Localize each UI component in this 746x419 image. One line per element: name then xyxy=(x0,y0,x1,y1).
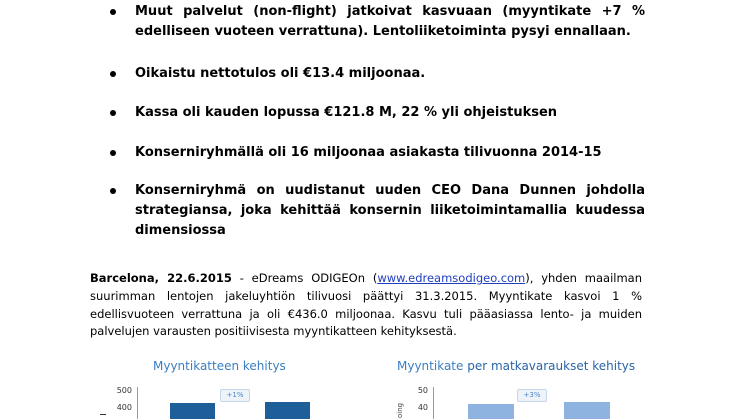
chart-2-ylabel: oing xyxy=(396,402,404,418)
chart-2-growth-badge: +3% xyxy=(517,389,547,402)
bullet-dot-icon xyxy=(110,9,116,15)
chart-1-bar xyxy=(265,402,310,419)
chart-2-ytick: 50 xyxy=(417,386,428,395)
bullet-text: Konserniryhmä on uudistanut uuden CEO Dana Dunnen johdolla strategiansa, joka kehittää konsernin liiketoimintamallia kuudessa dimensiossa xyxy=(135,183,645,238)
chart-1-tick-mark xyxy=(100,414,106,415)
bullet-item xyxy=(110,143,645,163)
chart-2-bar xyxy=(564,402,610,419)
bullet-item xyxy=(110,64,645,84)
bullet-dot-icon xyxy=(110,188,116,194)
bullet-item xyxy=(110,181,645,241)
chart-1-yaxis xyxy=(137,387,138,419)
bullet-list xyxy=(110,2,645,241)
website-link[interactable]: www.edreamsodigeo.com xyxy=(377,271,526,285)
dateline: Barcelona, 22.6.2015 xyxy=(90,271,232,285)
chart-1-bar xyxy=(170,403,215,419)
chart-1-growth-badge: +1% xyxy=(220,389,250,402)
bullet-dot-icon xyxy=(110,71,116,77)
bullet-dot-icon xyxy=(110,150,116,156)
bullet-text: Kassa oli kauden lopussa €121.8 M, 22 % yli ohjeistuksen xyxy=(135,105,558,120)
press-paragraph xyxy=(90,270,642,341)
chart-2-title-prefix: Myyntikate xyxy=(397,359,464,373)
chart-2-title-rest: per matkavaraukset kehitys xyxy=(463,359,636,373)
chart-1-ytick: 500 xyxy=(116,386,132,395)
chart-2-yaxis xyxy=(433,387,434,419)
chart-1-title: Myyntikatteen kehitys xyxy=(153,359,286,373)
para-text-1: - eDreams ODIGEOn ( xyxy=(231,271,378,285)
bullet-text: Muut palvelut (non-flight) jatkoivat kasvuaan (myyntikate +7 % edelliseen vuoteen verrattuna). Lentoliiketoiminta pysyi ennallaan. xyxy=(135,4,645,39)
chart-2-bar xyxy=(468,404,514,419)
bullet-dot-icon xyxy=(110,110,116,116)
bullet-text: Oikaistu nettotulos oli €13.4 miljoonaa. xyxy=(135,66,426,81)
bullet-item xyxy=(110,103,645,123)
bullet-text: Konserniryhmällä oli 16 miljoonaa asiakasta tilivuonna 2014-15 xyxy=(135,145,602,160)
chart-2-title xyxy=(397,359,635,373)
chart-2-ytick: 40 xyxy=(417,403,428,412)
para-text-2: ), yhden maailman suurimman lentojen jakeluyhtiön tilivuosi päättyi 31.3.2015. Myyntikate kasvoi 1 % edellisvuoteen verrattuna ja oli €436.0 miljoonaa. Kasvu tuli pääasiassa lento- ja muiden palvelujen varausten positiivisesta myyntikatteen kehityksestä. xyxy=(90,271,643,339)
bullet-item xyxy=(110,2,645,42)
chart-1-ytick: 400 xyxy=(116,403,132,412)
